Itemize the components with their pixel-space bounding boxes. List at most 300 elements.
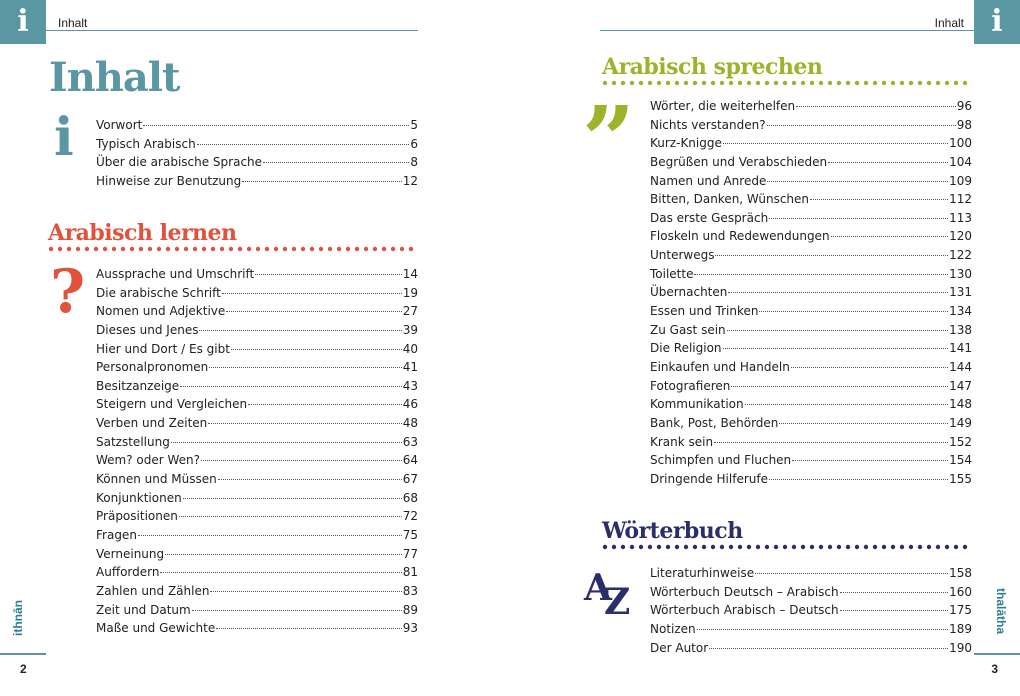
toc-leader-dots <box>755 573 948 574</box>
toc-leader-dots <box>840 592 948 593</box>
toc-leader-dots <box>242 181 401 182</box>
dot <box>630 545 634 549</box>
page-number-left: 2 <box>20 662 27 676</box>
dot <box>918 545 922 549</box>
toc-entry <box>96 137 418 156</box>
toc-leader-dots <box>723 143 948 144</box>
toc-entry-label: Schimpfen und Fluchen <box>650 453 792 468</box>
dot <box>954 81 958 85</box>
toc-leader-dots <box>767 125 956 126</box>
dot <box>139 247 143 251</box>
toc-entry-label: Wörter, die weiterhelfen <box>650 99 796 113</box>
toc-entry-page: 190 <box>949 640 972 655</box>
toc-leader-dots <box>769 479 948 480</box>
toc-leader-dots <box>709 648 948 649</box>
dot <box>702 81 706 85</box>
running-header-left: Inhalt <box>58 16 88 30</box>
dot <box>810 545 814 549</box>
toc-entry-page: 158 <box>949 566 972 580</box>
dot <box>711 81 715 85</box>
toc-entry-page: 155 <box>949 471 972 486</box>
dot <box>639 81 643 85</box>
toc-entry <box>650 285 972 304</box>
toc-entry-label: Unterwegs <box>650 248 715 263</box>
dot <box>382 247 386 251</box>
toc-leader-dots <box>216 628 401 629</box>
toc-leader-dots <box>192 610 402 611</box>
toc-entry <box>650 192 972 211</box>
toc-entry-page: 48 <box>402 416 418 431</box>
toc-leader-dots <box>210 591 401 592</box>
toc-entry-label: Dringende Hilferufe <box>650 471 768 486</box>
toc-entry <box>650 622 972 641</box>
dot <box>639 545 643 549</box>
info-tab-icon: i <box>0 0 46 44</box>
section-dots-woerterbuch <box>602 544 974 550</box>
a-to-z-icon <box>584 567 634 624</box>
toc-entry-page: 122 <box>949 248 972 263</box>
toc-entry-label: Krank sein <box>650 434 714 449</box>
toc-leader-dots <box>792 460 948 461</box>
toc-entry-label: Wörterbuch Arabisch – Deutsch <box>650 603 839 618</box>
toc-entry <box>96 509 418 528</box>
dot <box>936 545 940 549</box>
dot <box>873 545 877 549</box>
toc-leader-dots <box>697 629 948 630</box>
toc-entry-label: Auffordern <box>96 565 160 580</box>
toc-entry-label: Nomen und Adjektive <box>96 304 226 319</box>
toc-entry <box>650 360 972 379</box>
toc-entry-label: Zu Gast sein <box>650 322 726 337</box>
dot <box>373 247 377 251</box>
toc-entry-page: 144 <box>949 359 972 374</box>
toc-entry-label: Zahlen und Zählen <box>96 583 210 598</box>
dot <box>819 81 823 85</box>
dot <box>184 247 188 251</box>
toc-entry-page: 152 <box>949 434 972 449</box>
dot <box>675 545 679 549</box>
toc-entry-label: Wem? oder Wen? <box>96 453 201 468</box>
toc-entry-label: Maße und Gewichte <box>96 621 216 636</box>
dot <box>900 545 904 549</box>
dot <box>774 81 778 85</box>
toc-leader-dots <box>769 218 948 219</box>
toc-entry-label: Kurz-Knigge <box>650 136 722 151</box>
toc-entry-label: Kommunikation <box>650 397 744 412</box>
toc-entry <box>650 453 972 472</box>
toc-leader-dots <box>201 460 402 461</box>
toc-entry-page: 8 <box>410 155 418 170</box>
toc-entry <box>96 267 418 286</box>
toc-entry <box>650 229 972 248</box>
toc-leader-dots <box>138 535 402 536</box>
dot <box>909 81 913 85</box>
dot <box>828 81 832 85</box>
dot <box>846 545 850 549</box>
dot <box>783 545 787 549</box>
dot <box>900 81 904 85</box>
right-page <box>510 0 1020 696</box>
toc-entry-page: 77 <box>402 546 418 561</box>
toc-leader-dots <box>231 349 402 350</box>
toc-entry <box>650 136 972 155</box>
toc-entry-page: 138 <box>949 322 972 337</box>
dot <box>364 247 368 251</box>
toc-entry-page: 81 <box>402 565 418 580</box>
toc-entry-label: Die Religion <box>650 341 722 356</box>
dot <box>783 81 787 85</box>
toc-entry <box>650 472 972 491</box>
dot <box>891 81 895 85</box>
toc-entry <box>96 416 418 435</box>
toc-leader-dots <box>209 367 401 368</box>
dot <box>337 247 341 251</box>
footer-rule-right <box>974 653 1020 655</box>
toc-leader-dots <box>796 106 956 107</box>
dot <box>720 81 724 85</box>
dot <box>621 81 625 85</box>
toc-entry-page: 141 <box>949 341 972 356</box>
dot <box>792 81 796 85</box>
toc-entry <box>96 472 418 491</box>
toc-intro <box>96 118 418 193</box>
toc-entry <box>650 585 972 604</box>
toc-leader-dots <box>759 311 948 312</box>
dot <box>873 81 877 85</box>
toc-leader-dots <box>728 292 948 293</box>
dot <box>193 247 197 251</box>
toc-leader-dots <box>694 274 948 275</box>
dot <box>963 545 967 549</box>
dot <box>346 247 350 251</box>
dot <box>292 247 296 251</box>
toc-entry-label: Begrüßen und Verabschieden <box>650 154 828 169</box>
toc-entry-label: Hinweise zur Benutzung <box>96 173 242 188</box>
toc-entry-label: Übernachten <box>650 285 728 300</box>
dot <box>648 545 652 549</box>
toc-leader-dots <box>255 274 402 275</box>
toc-entry-label: Floskeln und Redewendungen <box>650 229 830 244</box>
toc-entry <box>96 342 418 361</box>
toc-entry-label: Steigern und Vergleichen <box>96 397 248 412</box>
dot <box>238 247 242 251</box>
toc-leader-dots <box>723 348 949 349</box>
toc-leader-dots <box>165 554 402 555</box>
toc-entry-label: Typisch Arabisch <box>96 136 196 151</box>
dot <box>409 247 413 251</box>
toc-entry <box>650 435 972 454</box>
toc-leader-dots <box>199 330 401 331</box>
toc-entry-page: 14 <box>402 267 418 281</box>
toc-leader-dots <box>810 199 948 200</box>
toc-leader-dots <box>828 162 948 163</box>
toc-entry-label: Aussprache und Umschrift <box>96 267 255 281</box>
toc-entry-page: 43 <box>402 378 418 393</box>
dot <box>729 81 733 85</box>
toc-entry <box>650 641 972 660</box>
dot <box>828 545 832 549</box>
section-dots-sprechen <box>602 80 974 86</box>
dot <box>684 81 688 85</box>
dot <box>603 81 607 85</box>
toc-entry-page: 149 <box>949 415 972 430</box>
toc-entry <box>96 155 418 174</box>
toc-entry <box>96 453 418 472</box>
toc-entry-page: 64 <box>402 453 418 468</box>
dot <box>630 81 634 85</box>
dot <box>738 81 742 85</box>
toc-entry-label: Bitten, Danken, Wünschen <box>650 192 810 207</box>
dot <box>103 247 107 251</box>
dot <box>657 545 661 549</box>
dot <box>648 81 652 85</box>
toc-entry <box>650 248 972 267</box>
dot <box>684 545 688 549</box>
toc-entry-page: 109 <box>949 173 972 188</box>
section-title-sprechen: Arabisch sprechen <box>602 54 823 80</box>
toc-entry-page: 113 <box>949 210 972 225</box>
toc-entry <box>96 286 418 305</box>
toc-entry-page: 63 <box>402 434 418 449</box>
dot <box>328 247 332 251</box>
toc-entry-label: Wörterbuch Deutsch – Arabisch <box>650 584 839 599</box>
toc-entry-page: 89 <box>402 602 418 617</box>
toc-lernen <box>96 267 418 640</box>
dot <box>693 81 697 85</box>
toc-entry-page: 68 <box>402 490 418 505</box>
toc-entry <box>650 323 972 342</box>
toc-entry-page: 72 <box>402 509 418 524</box>
dot <box>954 545 958 549</box>
toc-entry-page: 104 <box>949 154 972 169</box>
toc-entry-page: 160 <box>949 584 972 599</box>
toc-entry <box>96 435 418 454</box>
dot <box>864 545 868 549</box>
toc-entry <box>650 341 972 360</box>
dot <box>963 81 967 85</box>
toc-entry-page: 40 <box>402 341 418 356</box>
dot <box>675 81 679 85</box>
toc-entry-page: 41 <box>402 360 418 375</box>
letter-z-glyph: Z <box>604 581 631 623</box>
toc-entry <box>96 118 418 137</box>
toc-entry-page: 154 <box>949 453 972 468</box>
toc-entry-page: 112 <box>949 192 972 207</box>
dot <box>819 545 823 549</box>
toc-woerterbuch <box>650 566 972 659</box>
toc-leader-dots <box>197 144 410 145</box>
dot <box>355 247 359 251</box>
dot <box>621 545 625 549</box>
dot <box>612 545 616 549</box>
toc-entry <box>96 304 418 323</box>
toc-entry-page: 19 <box>402 285 418 300</box>
dot <box>220 247 224 251</box>
toc-leader-dots <box>263 162 409 163</box>
toc-entry-page: 98 <box>956 117 972 132</box>
toc-entry-page: 130 <box>949 266 972 281</box>
dot <box>837 81 841 85</box>
toc-entry-page: 5 <box>410 118 418 132</box>
dot <box>603 545 607 549</box>
dot <box>936 81 940 85</box>
header-rule <box>46 30 418 31</box>
toc-entry <box>650 416 972 435</box>
dot <box>391 247 395 251</box>
page-number-right: 3 <box>991 662 998 676</box>
dot <box>945 81 949 85</box>
toc-entry-label: Einkaufen und Handeln <box>650 359 790 374</box>
dot <box>747 81 751 85</box>
toc-entry <box>650 211 972 230</box>
dot <box>400 247 404 251</box>
question-mark-icon: ? <box>50 257 86 327</box>
dot <box>738 545 742 549</box>
dot <box>157 247 161 251</box>
dot <box>846 81 850 85</box>
toc-entry-label: Personalpronomen <box>96 360 209 375</box>
toc-entry-page: 134 <box>949 304 972 319</box>
dot <box>729 545 733 549</box>
running-header-right: Inhalt <box>934 16 964 30</box>
toc-leader-dots <box>226 311 401 312</box>
toc-leader-dots <box>840 610 948 611</box>
dot <box>837 545 841 549</box>
toc-entry-page: 93 <box>402 621 418 636</box>
toc-leader-dots <box>767 181 948 182</box>
dot <box>256 247 260 251</box>
toc-entry-label: Das erste Gespräch <box>650 210 769 225</box>
toc-leader-dots <box>831 236 949 237</box>
toc-entry-page: 175 <box>949 603 972 618</box>
toc-entry-label: Konjunktionen <box>96 490 182 505</box>
dot <box>855 81 859 85</box>
toc-entry-page: 100 <box>949 136 972 151</box>
toc-entry-label: Bank, Post, Behörden <box>650 415 779 430</box>
dot <box>801 81 805 85</box>
toc-entry-page: 96 <box>956 99 972 113</box>
toc-entry-label: Notizen <box>650 621 696 636</box>
dot <box>792 545 796 549</box>
info-tab-icon: i <box>974 0 1020 44</box>
toc-entry-page: 46 <box>402 397 418 412</box>
dot <box>909 545 913 549</box>
dot <box>918 81 922 85</box>
dot <box>612 81 616 85</box>
dot <box>756 81 760 85</box>
dot <box>301 247 305 251</box>
dot <box>864 81 868 85</box>
dot <box>657 81 661 85</box>
dot <box>112 247 116 251</box>
toc-leader-dots <box>248 404 402 405</box>
dot <box>801 545 805 549</box>
dot <box>891 545 895 549</box>
toc-entry-page: 27 <box>402 304 418 319</box>
section-dots-lernen <box>48 246 420 252</box>
toc-entry <box>650 379 972 398</box>
toc-entry <box>650 397 972 416</box>
dot <box>702 545 706 549</box>
dot <box>765 81 769 85</box>
toc-entry <box>96 565 418 584</box>
toc-leader-dots <box>179 516 402 517</box>
toc-entry-page: 148 <box>949 397 972 412</box>
toc-leader-dots <box>208 423 401 424</box>
toc-entry <box>96 323 418 342</box>
toc-leader-dots <box>160 572 401 573</box>
toc-entry <box>96 491 418 510</box>
dot <box>693 545 697 549</box>
dot <box>274 247 278 251</box>
info-symbol-icon: i <box>54 107 74 168</box>
toc-entry <box>96 603 418 622</box>
toc-entry <box>650 118 972 137</box>
dot <box>765 545 769 549</box>
toc-entry <box>650 304 972 323</box>
dot <box>747 545 751 549</box>
dot <box>310 247 314 251</box>
toc-leader-dots <box>727 330 948 331</box>
toc-entry <box>650 155 972 174</box>
page-title: Inhalt <box>49 54 180 101</box>
toc-leader-dots <box>171 442 402 443</box>
toc-entry-label: Essen und Trinken <box>650 304 759 319</box>
dot <box>247 247 251 251</box>
dot <box>175 247 179 251</box>
dot <box>711 545 715 549</box>
toc-entry-page: 147 <box>949 378 972 393</box>
quote-marks-icon: ” <box>582 86 635 194</box>
section-title-lernen: Arabisch lernen <box>48 220 237 246</box>
toc-entry-label: Über die arabische Sprache <box>96 155 263 170</box>
toc-entry <box>96 174 418 193</box>
dot <box>810 81 814 85</box>
dot <box>666 81 670 85</box>
toc-sprechen <box>650 99 972 490</box>
toc-entry-page: 189 <box>949 621 972 636</box>
toc-leader-dots <box>714 442 948 443</box>
toc-entry <box>96 360 418 379</box>
dot <box>319 247 323 251</box>
toc-entry-label: Toilette <box>650 266 694 281</box>
dot <box>76 247 80 251</box>
section-title-woerterbuch: Wörterbuch <box>602 518 743 544</box>
toc-entry-label: Namen und Anrede <box>650 173 767 188</box>
toc-entry-label: Fotografieren <box>650 378 731 393</box>
toc-entry-page: 12 <box>402 173 418 188</box>
dot <box>211 247 215 251</box>
dot <box>94 247 98 251</box>
toc-entry-label: Literaturhinweise <box>650 566 755 580</box>
toc-entry-label: Besitzanzeige <box>96 378 180 393</box>
footer-rule-left <box>0 653 46 655</box>
toc-entry <box>96 379 418 398</box>
dot <box>202 247 206 251</box>
dot <box>756 545 760 549</box>
toc-leader-dots <box>222 293 402 294</box>
side-label-left: ithnān <box>11 600 25 636</box>
toc-entry-label: Fragen <box>96 527 137 542</box>
toc-entry <box>96 397 418 416</box>
toc-entry-page: 39 <box>402 322 418 337</box>
toc-entry-label: Hier und Dort / Es gibt <box>96 341 230 356</box>
dot <box>855 545 859 549</box>
dot <box>774 545 778 549</box>
toc-entry <box>96 528 418 547</box>
toc-entry-label: Können und Müssen <box>96 472 217 487</box>
toc-leader-dots <box>791 367 948 368</box>
